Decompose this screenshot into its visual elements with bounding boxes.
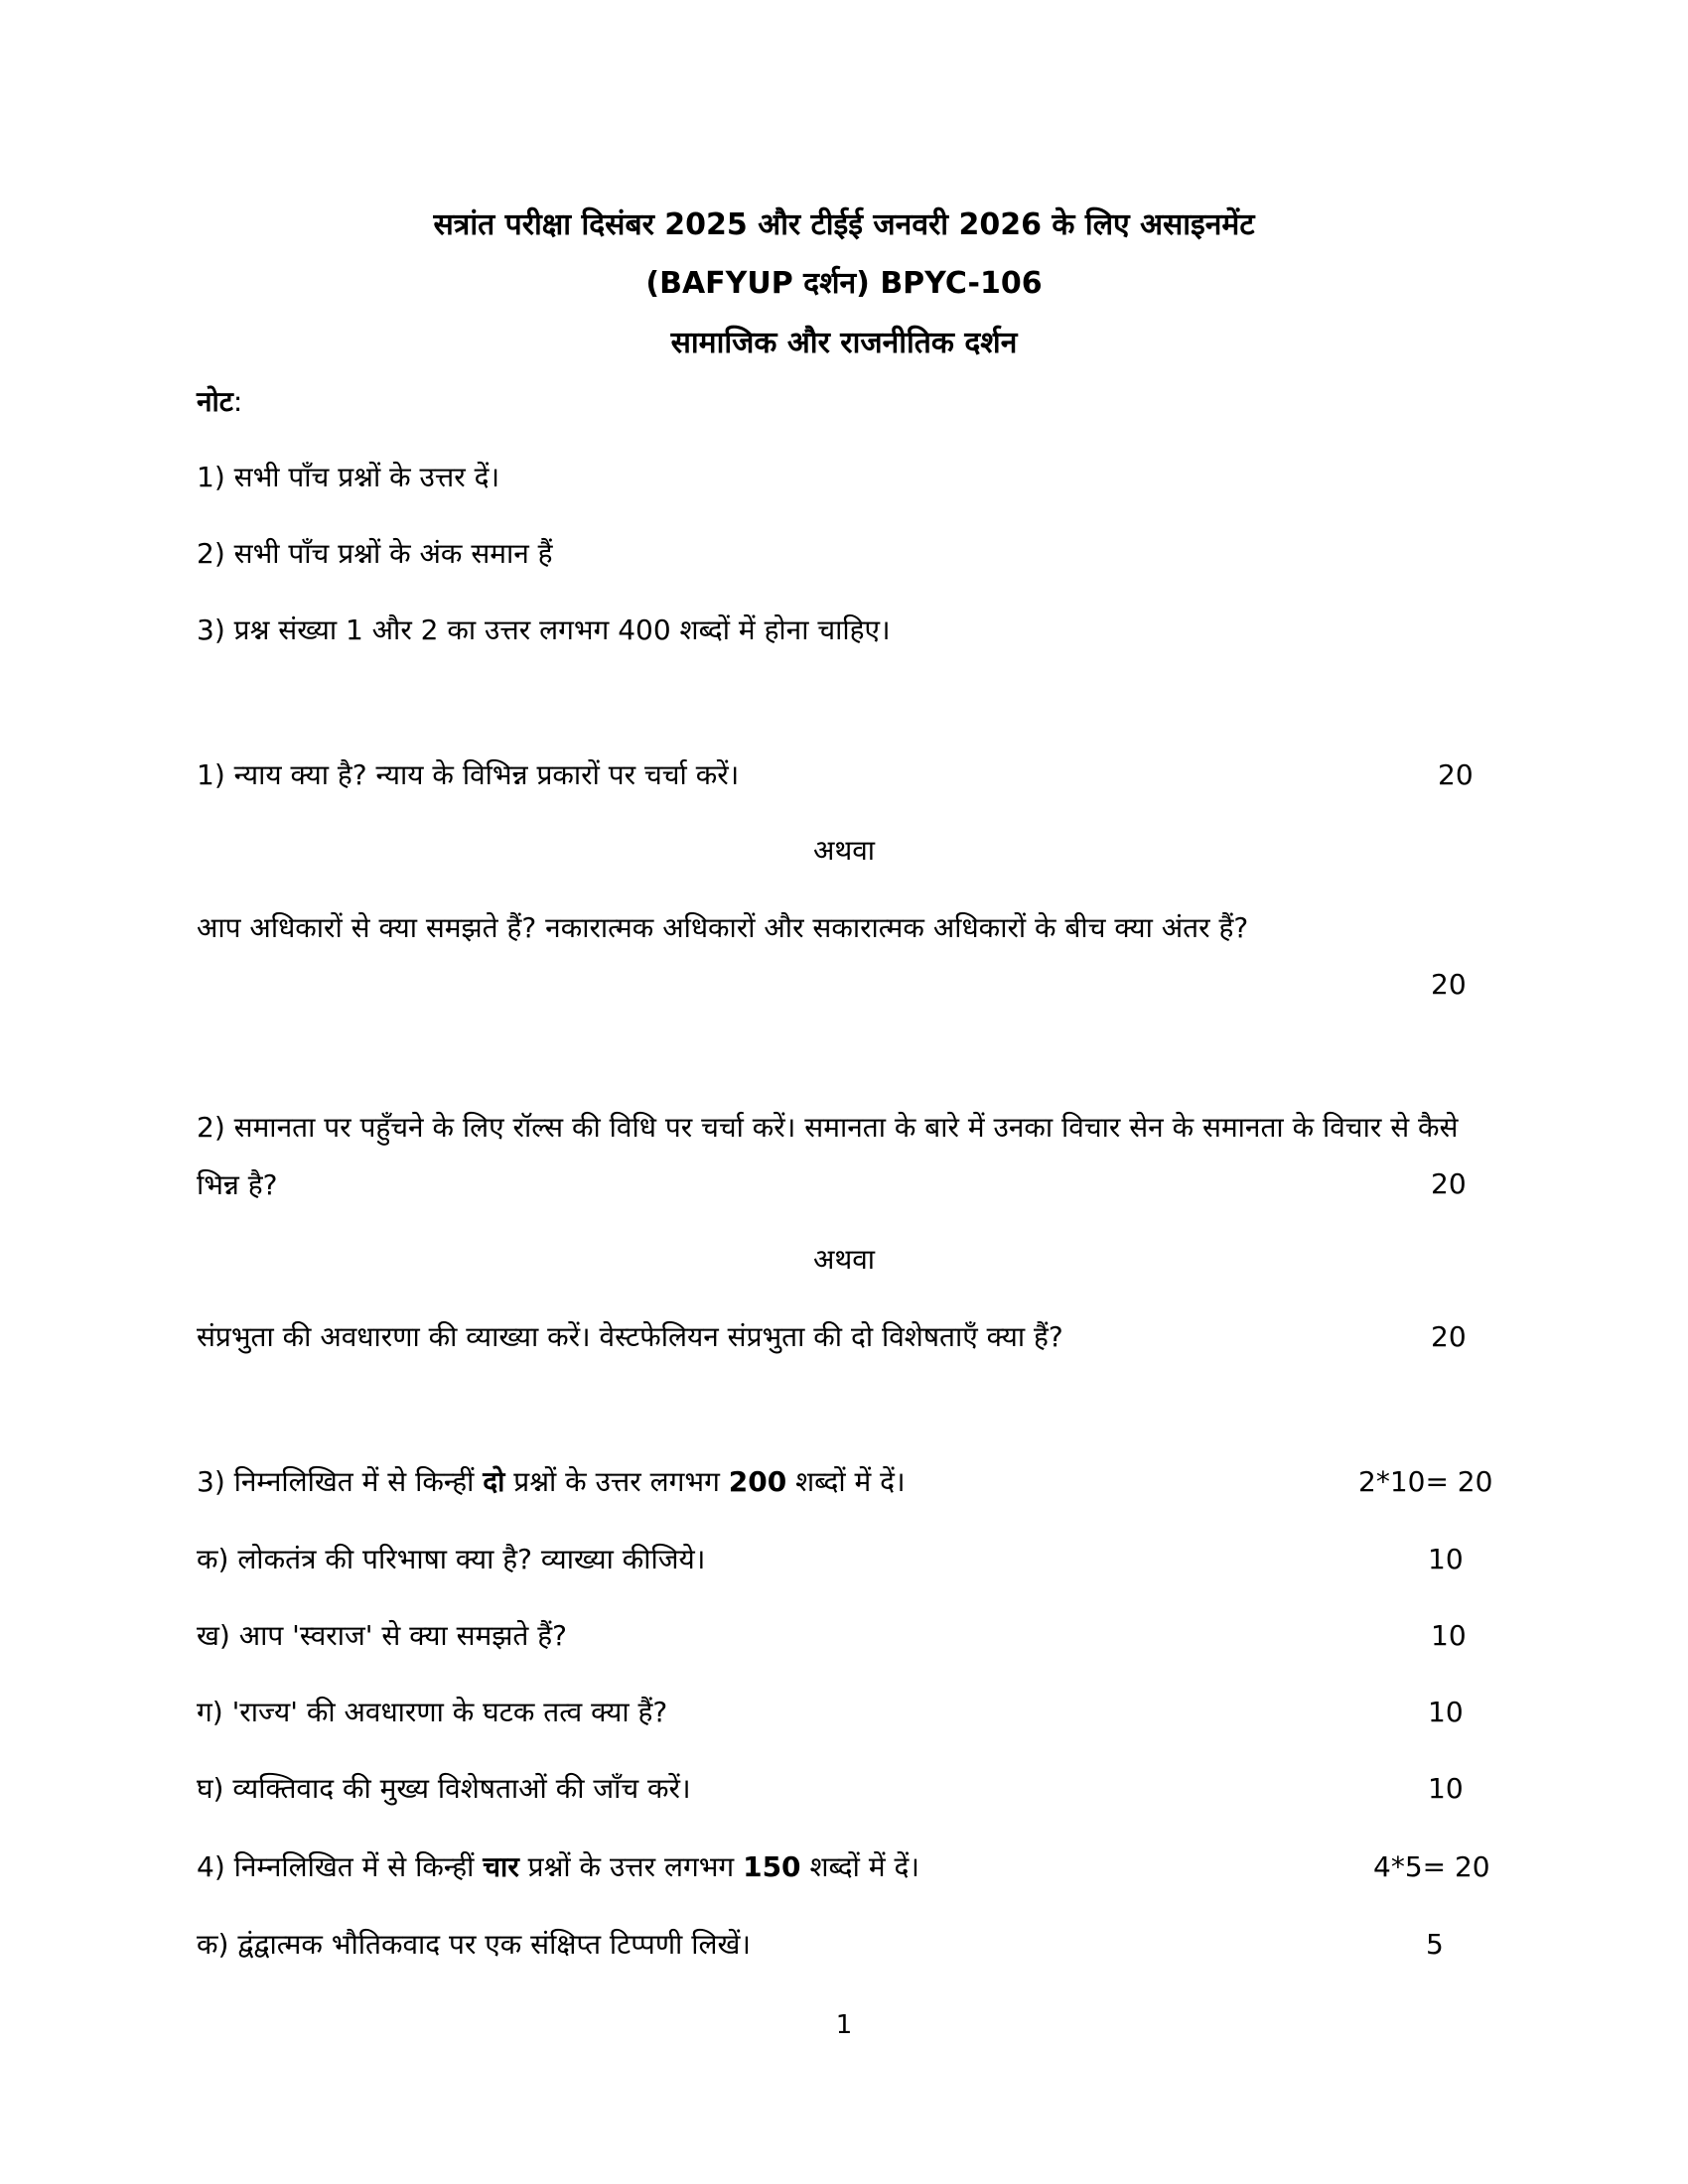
question-2-alternative-text: संप्रभुता की अवधारणा की व्याख्या करें। वेस्टफेलियन संप्रभुता की दो विशेषताएँ क्या हैं? <box>197 1320 1063 1353</box>
question-1-alternative-text: आप अधिकारों से क्या समझते हैं? नकारात्मक अधिकारों और सकारात्मक अधिकारों के बीच क्या अंतर हैं? <box>197 911 1249 944</box>
question-2-text: 2) समानता पर पहुँचने के लिए रॉल्स की विधि पर चर्चा करें। समानता के बारे में उनका विचार सेन के समानता के विचार से कैसे भिन्न है? <box>197 1111 1459 1201</box>
question-3-item-a-marks: 10 <box>1428 1543 1464 1575</box>
title-line-1: सत्रांत परीक्षा दिसंबर 2025 और टीईई जनवरी 2026 के लिए असाइनमेंट <box>433 207 1255 242</box>
question-3-intro-word-count: 200 <box>728 1465 787 1498</box>
or-label-q1: अथवा <box>812 834 876 867</box>
question-3-item-d: घ) व्यक्तिवाद की मुख्य विशेषताओं की जाँच करें। <box>197 1772 691 1805</box>
question-3-intro-part-1: 3) निम्नलिखित में से किन्हीं <box>197 1465 484 1498</box>
question-3-item-c: ग) 'राज्य' की अवधारणा के घटक तत्व क्या हैं? <box>197 1696 668 1728</box>
question-3-marks: 2*10= 20 <box>1358 1465 1493 1498</box>
question-4-intro-word-count: 150 <box>743 1850 801 1883</box>
question-1-marks: 20 <box>1438 758 1474 791</box>
page-number: 1 <box>835 2010 853 2040</box>
question-4-intro-count: चार <box>483 1850 519 1883</box>
question-1-alternative-marks: 20 <box>1431 968 1467 1001</box>
question-3-intro-part-3: शब्दों में दें। <box>786 1465 906 1498</box>
question-3-item-c-marks: 10 <box>1428 1696 1464 1728</box>
note-item-3: 3) प्रश्न संख्या 1 और 2 का उत्तर लगभग 400 शब्दों में होना चाहिए। <box>197 614 891 646</box>
title-line-2: (BAFYUP दर्शन) BPYC-106 <box>645 266 1043 301</box>
question-4-intro <box>197 1848 919 1886</box>
question-3-item-a: क) लोकतंत्र की परिभाषा क्या है? व्याख्या कीजिये। <box>197 1543 706 1575</box>
question-3-item-d-marks: 10 <box>1428 1772 1464 1805</box>
question-4-marks: 4*5= 20 <box>1373 1850 1490 1883</box>
question-3-intro <box>197 1463 906 1501</box>
title-line-3: सामाजिक और राजनीतिक दर्शन <box>670 326 1018 360</box>
question-4-intro-part-1: 4) निम्नलिखित में से किन्हीं <box>197 1850 484 1883</box>
note-item-1: 1) सभी पाँच प्रश्नों के उत्तर दें। <box>197 461 500 493</box>
question-3-intro-count: दो <box>483 1465 505 1498</box>
note-label: नोट <box>197 385 233 418</box>
question-4-intro-part-2: प्रश्नों के उत्तर लगभग <box>518 1850 744 1883</box>
note-colon: : <box>232 385 243 418</box>
or-label-q2: अथवा <box>812 1243 876 1276</box>
question-1-text: 1) न्याय क्या है? न्याय के विभिन्न प्रकारों पर चर्चा करें। <box>197 758 740 791</box>
note-item-2: 2) सभी पाँच प्रश्नों के अंक समान हैं <box>197 537 553 570</box>
question-2-alternative-marks: 20 <box>1431 1320 1467 1353</box>
question-4-intro-part-3: शब्दों में दें। <box>800 1850 919 1883</box>
question-4-item-a-marks: 5 <box>1426 1928 1444 1961</box>
question-3-item-b-marks: 10 <box>1431 1619 1467 1652</box>
question-4-item-a: क) द्वंद्वात्मक भौतिकवाद पर एक संक्षिप्त टिप्पणी लिखें। <box>197 1928 751 1961</box>
note-heading <box>197 383 242 421</box>
question-3-intro-part-2: प्रश्नों के उत्तर लगभग <box>504 1465 729 1498</box>
question-2-marks: 20 <box>1431 1167 1467 1200</box>
question-3-item-b: ख) आप 'स्वराज' से क्या समझते हैं? <box>197 1619 568 1652</box>
